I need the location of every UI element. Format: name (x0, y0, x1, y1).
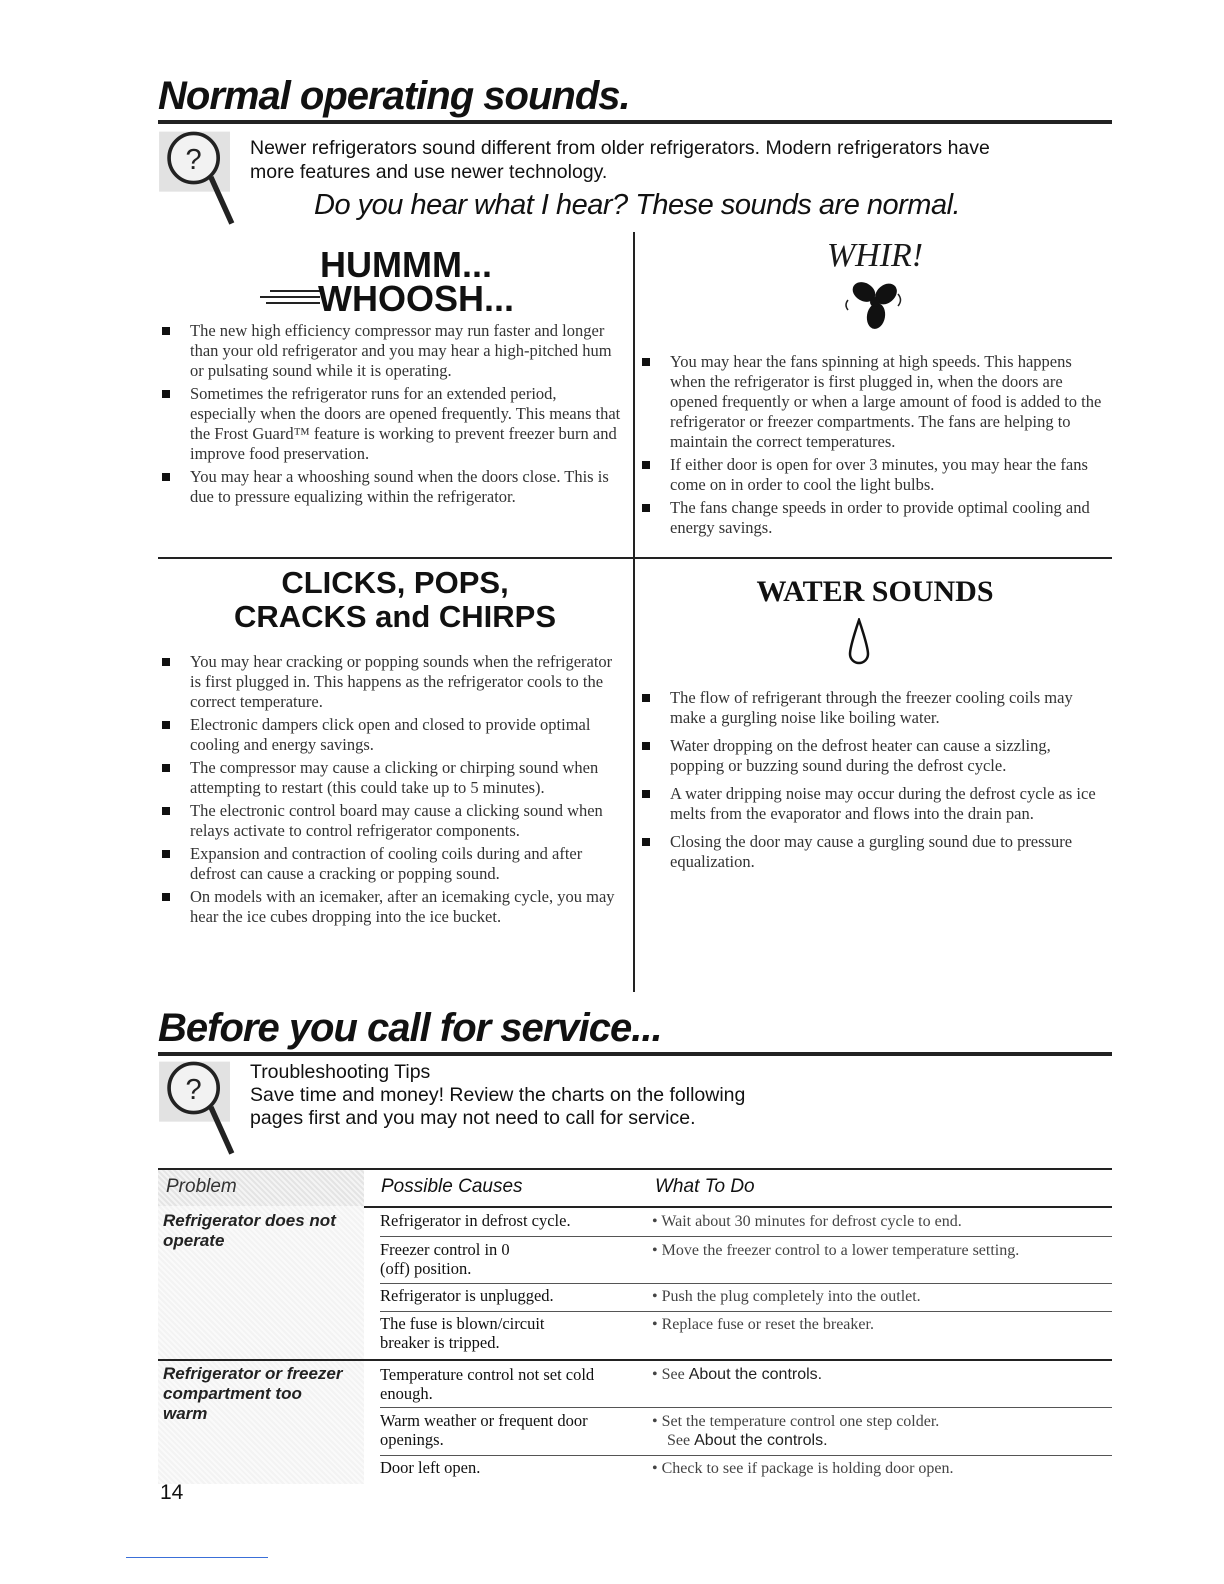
header-todo: What To Do (655, 1176, 755, 1197)
magnifier-question-icon (155, 1058, 245, 1158)
page-number: 14 (160, 1481, 184, 1504)
water-list (640, 688, 1108, 875)
whoosh-heading: WHOOSH... (318, 278, 514, 319)
todo-text: • Check to see if package is holding door open. (652, 1460, 954, 1477)
list-item: The flow of refrigerant through the freezer cooling coils may make a gurgling noise like boiling water. (640, 688, 1108, 728)
water-heading: WATER SOUNDS (756, 575, 994, 608)
cause-text: Temperature control not set cold enough. (380, 1365, 595, 1403)
cause-text: Refrigerator in defrost cycle. (380, 1211, 571, 1230)
list-item: The new high efficiency compressor may run faster and longer than your old refrigerator and you may hear a high-pitched hum or pulsating sound while it is operating. (160, 321, 625, 381)
list-item: Sometimes the refrigerator runs for an extended period, especially when the doors are opened frequently. This means that the Frost Guard™ feature is working to prevent freezer burn and improve food preservation. (160, 384, 625, 464)
water-drop-icon (846, 618, 872, 666)
row-rule (380, 1455, 1112, 1456)
list-item: You may hear cracking or popping sounds when the refrigerator is first plugged in. This happens as the refrigerator cools to the correct temperature. (160, 652, 622, 712)
service-title: Before you call for service... (158, 1006, 662, 1050)
cause-text: Freezer control in 0 (off) position. (380, 1240, 510, 1278)
list-item: Water dropping on the defrost heater can cause a sizzling, popping or buzzing sound during the defrost cycle. (640, 736, 1108, 776)
todo-text: • Push the plug completely into the outlet. (652, 1288, 921, 1305)
row-rule (380, 1236, 1112, 1237)
clicks-heading: CLICKS, POPS, (281, 565, 509, 600)
page-title: Normal operating sounds. (158, 74, 630, 118)
controls-link[interactable]: About the controls. (688, 1366, 823, 1383)
column-divider (633, 232, 635, 992)
header-problem: Problem (166, 1176, 237, 1197)
list-item: A water dripping noise may occur during the defrost cycle as ice melts from the evaporator and flows into the drain pan. (640, 784, 1108, 824)
footer-link-line (126, 1557, 268, 1558)
todo-text: • Wait about 30 minutes for defrost cycle to end. (652, 1213, 962, 1230)
list-item: The compressor may cause a clicking or chirping sound when attempting to restart (this could take up to 5 minutes). (160, 758, 622, 798)
row-rule (380, 1283, 1112, 1284)
problem-label: Refrigerator does not operate (163, 1211, 336, 1250)
todo-text (667, 1431, 1107, 1450)
magnifier-question-icon (155, 128, 245, 228)
row-rule (380, 1311, 1112, 1312)
list-item: The fans change speeds in order to provide optimal cooling and energy savings. (640, 498, 1108, 538)
problem-label: Refrigerator or freezer compartment too warm (163, 1364, 343, 1423)
list-item: Closing the door may cause a gurgling sound due to pressure equalization. (640, 832, 1108, 872)
svg-text:?: ? (185, 1073, 202, 1106)
hum-list (160, 321, 625, 510)
tips-title: Troubleshooting Tips (250, 1061, 431, 1083)
intro-text: Newer refrigerators sound different from older refrigerators. Modern refrigerators have (250, 137, 990, 159)
list-item: You may hear a whooshing sound when the doors close. This is due to pressure equalizing within the refrigerator. (160, 467, 625, 507)
header-rule (364, 1206, 1112, 1208)
list-item: You may hear the fans spinning at high speeds. This happens when the refrigerator is first plugged in, when the doors are opened frequently or when a large amount of food is added to the refrigerator or freezer compartments. The fans are helping to maintain the correct temperatures. (640, 352, 1108, 452)
todo-text: • Set the temperature control one step colder. (652, 1413, 940, 1430)
clicks-list (160, 652, 622, 930)
whir-list (640, 352, 1108, 541)
cause-text: The fuse is blown/circuit breaker is tripped. (380, 1314, 545, 1352)
title-rule (158, 120, 1112, 124)
todo-prefix: • See (652, 1366, 689, 1383)
list-item: Electronic dampers click open and closed to provide optimal cooling and energy savings. (160, 715, 622, 755)
intro-text-2: more features and use newer technology. (250, 161, 608, 183)
todo-text (652, 1365, 1110, 1384)
whir-heading: WHIR! (826, 237, 924, 274)
fan-icon (842, 276, 906, 332)
list-item: The electronic control board may cause a clicking sound when relays activate to control refrigerator components. (160, 801, 622, 841)
list-item: If either door is open for over 3 minutes, you may hear the fans come on in order to cool the light bulbs. (640, 455, 1108, 495)
subtitle: Do you hear what I hear? These sounds are normal. (314, 189, 961, 221)
service-rule (158, 1052, 1112, 1056)
whoosh-lines-icon (260, 285, 320, 305)
list-item: Expansion and contraction of cooling coils during and after defrost can cause a cracking or popping sound. (160, 844, 622, 884)
controls-link[interactable]: About the controls. (694, 1432, 828, 1449)
todo-prefix: See (667, 1432, 695, 1449)
list-item: On models with an icemaker, after an icemaking cycle, you may hear the ice cubes dropping into the ice bucket. (160, 887, 622, 927)
tips-text: Save time and money! Review the charts on the following (250, 1084, 746, 1106)
row-rule (380, 1407, 1112, 1408)
cause-text: Door left open. (380, 1458, 481, 1477)
row-divider (158, 557, 1112, 559)
tips-text-2: pages first and you may not need to call for service. (250, 1107, 696, 1129)
hum-heading: HUMMM... (320, 244, 492, 285)
todo-text: • Replace fuse or reset the breaker. (652, 1316, 874, 1333)
clicks-heading-2: CRACKS and CHIRPS (233, 599, 557, 634)
cause-text: Refrigerator is unplugged. (380, 1286, 554, 1305)
todo-text: • Move the freezer control to a lower temperature setting. (652, 1242, 1020, 1259)
svg-text:?: ? (185, 143, 202, 176)
cause-text: Warm weather or frequent door openings. (380, 1411, 588, 1449)
header-causes: Possible Causes (381, 1176, 523, 1197)
group-rule (158, 1359, 1112, 1361)
